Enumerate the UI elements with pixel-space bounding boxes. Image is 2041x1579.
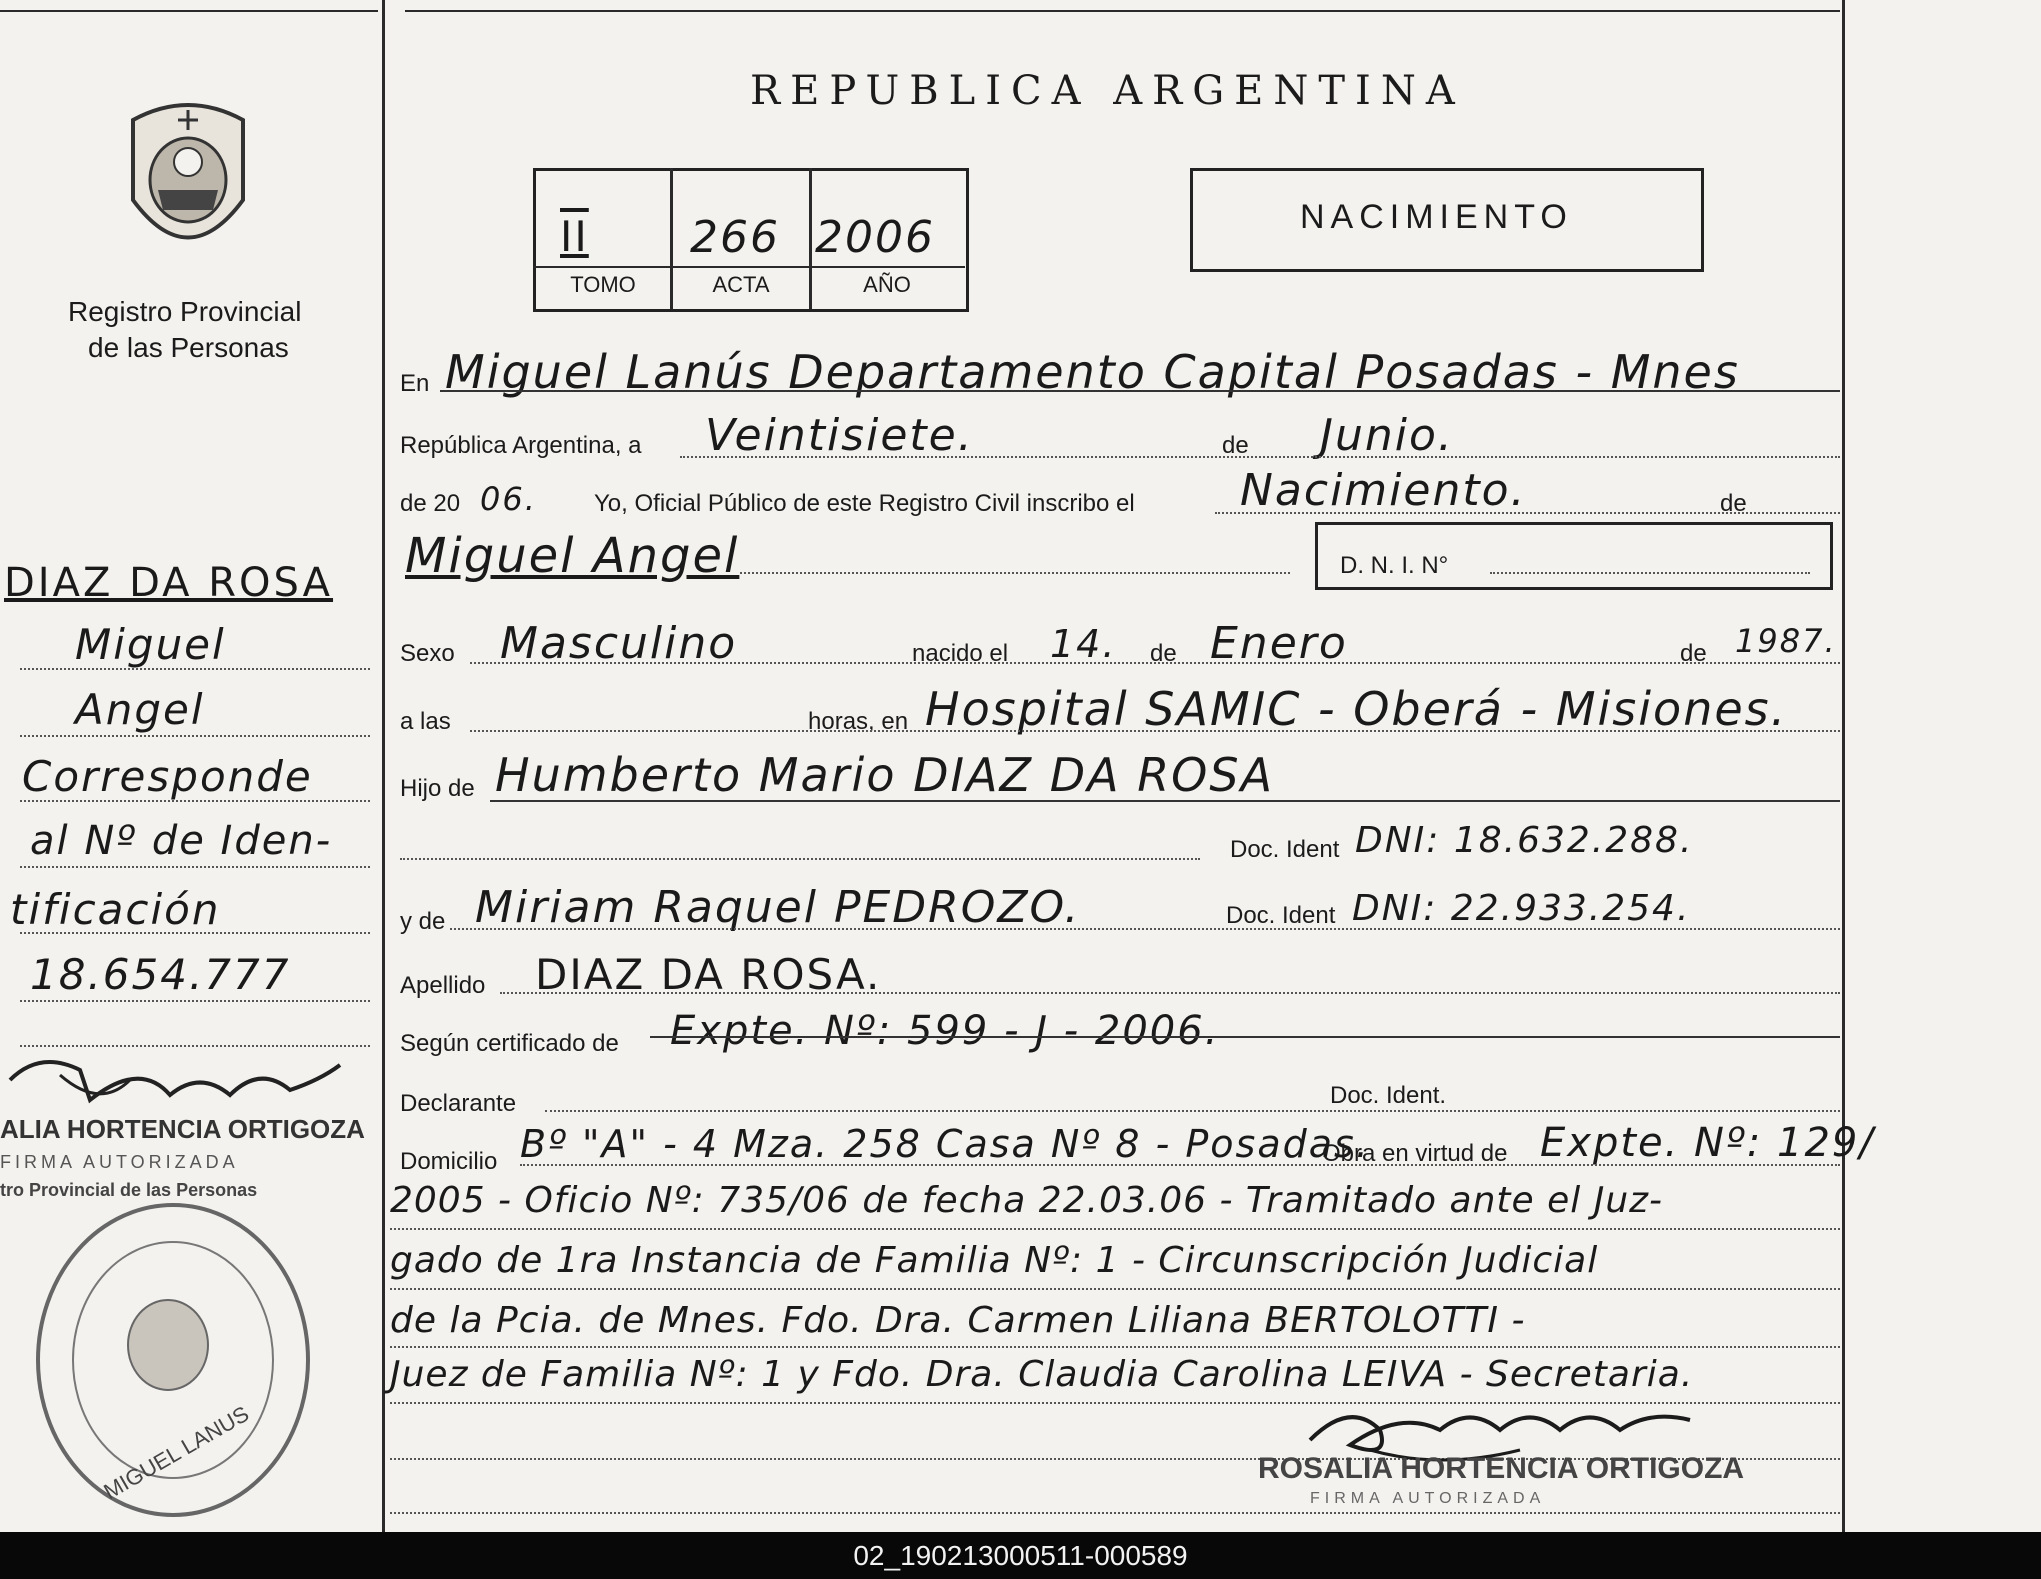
value-year: 06.	[480, 480, 537, 518]
label-de-birth-year: de	[1680, 640, 1707, 667]
margin-signer-org: tro Provincial de las Personas	[0, 1180, 258, 1200]
value-birth-day: 14.	[1050, 622, 1117, 666]
stamp-signer-name: ROSALIA HORTENCIA ORTIGOZA	[1258, 1452, 1745, 1485]
record-table-header-rule	[533, 266, 965, 268]
note-line-4: Juez de Familia Nº: 1 y Fdo. Dra. Claudia Carolina LEIVA - Secretaria.	[390, 1354, 1694, 1395]
tomo-value: II	[560, 212, 589, 261]
delegation-seal-icon	[28, 1195, 318, 1525]
value-birth-month: Enero	[1210, 618, 1348, 669]
label-dni: D. N. I. N°	[1340, 552, 1449, 579]
value-sexo: Masculino	[500, 618, 738, 669]
rule-note-2	[390, 1288, 1840, 1290]
label-hijo: Hijo de	[400, 775, 475, 802]
margin-rule-1	[20, 668, 370, 670]
label-de-name: de	[1720, 490, 1747, 517]
label-mother-doc: Doc. Ident	[1226, 902, 1336, 929]
label-nacido: nacido el	[912, 640, 1009, 667]
value-month: Junio.	[1320, 410, 1454, 461]
ano-header: AÑO	[863, 272, 911, 297]
margin-rule-2	[20, 735, 370, 737]
rule-dni	[1490, 572, 1810, 574]
label-declarante-doc: Doc. Ident.	[1330, 1082, 1447, 1109]
border-top-left	[0, 10, 378, 12]
margin-signer-role: FIRMA AUTORIZADA	[0, 1152, 239, 1172]
rule-mother	[450, 928, 1840, 930]
margin-line-6: 18.654.777	[30, 950, 291, 999]
value-apellido: DIAZ DA ROSA.	[535, 950, 882, 999]
label-father-doc: Doc. Ident	[1230, 836, 1340, 863]
label-republica: República Argentina, a	[400, 432, 642, 459]
margin-rule-4	[20, 866, 370, 868]
divider-left-column	[382, 0, 385, 1532]
label-inscribo: Yo, Oficial Público de este Registro Civil inscribo el	[594, 490, 1135, 517]
rule-hijo	[490, 800, 1840, 802]
country-title: REPUBLICA ARGENTINA	[750, 68, 1465, 114]
ano-value: 2006	[815, 212, 935, 263]
note-line-3: de la Pcia. de Mnes. Fdo. Dra. Carmen Liliana BERTOLOTTI -	[390, 1300, 1526, 1341]
value-obra: Expte. Nº: 129/	[1540, 1120, 1875, 1166]
label-de-month: de	[1222, 432, 1249, 459]
seal-center-text: MIGUEL LANUS	[99, 1400, 254, 1505]
label-mother: y de	[400, 908, 446, 935]
label-sexo: Sexo	[400, 640, 455, 667]
acta-value: 266	[690, 212, 780, 263]
value-locality: Miguel Lanús Departamento Capital Posadas - Mnes	[445, 345, 1740, 399]
rule-domicilio	[520, 1164, 1840, 1166]
note-line-2: gado de 1ra Instancia de Familia Nº: 1 - Circunscripción Judicial	[390, 1240, 1599, 1281]
margin-rule-3	[20, 800, 370, 802]
margin-signer-name: ALIA HORTENCIA ORTIGOZA	[0, 1114, 365, 1144]
tomo-header: TOMO	[570, 272, 636, 297]
label-alas: a las	[400, 708, 451, 735]
label-domicilio: Domicilio	[400, 1148, 498, 1175]
value-mother: Miriam Raquel PEDROZO.	[475, 882, 1081, 933]
margin-rule-5	[20, 932, 370, 934]
label-declarante: Declarante	[400, 1090, 517, 1117]
note-line-1: 2005 - Oficio Nº: 735/06 de fecha 22.03.06 - Tramitado ante el Juz-	[390, 1180, 1664, 1221]
acta-header: ACTA	[712, 272, 770, 297]
file-id-footer: 02_190213000511-000589	[0, 1532, 2041, 1579]
margin-line-2: Angel	[75, 685, 205, 734]
label-de-birth-month: de	[1150, 640, 1177, 667]
value-father-doc: DNI: 18.632.288.	[1355, 820, 1694, 861]
margin-line-1: Miguel	[75, 620, 226, 669]
rule-sexo	[470, 662, 1840, 664]
registry-name-line2: de las Personas	[88, 332, 289, 363]
stamp-signer-role: FIRMA AUTORIZADA	[1310, 1490, 1546, 1507]
record-type: NACIMIENTO	[1300, 198, 1573, 236]
margin-line-3: Corresponde	[22, 752, 313, 801]
rule-en	[440, 390, 1840, 392]
rule-alas	[470, 730, 1840, 732]
margin-line-5: tificación	[10, 885, 221, 934]
value-act-type: Nacimiento.	[1240, 465, 1527, 516]
rule-republica	[680, 456, 1840, 458]
rule-note-1	[390, 1228, 1840, 1230]
rule-declarante	[545, 1110, 1840, 1112]
rule-apellido	[500, 992, 1840, 994]
rule-year	[1215, 512, 1840, 514]
border-right	[1842, 0, 1845, 1532]
margin-line-4: al Nº de Iden-	[30, 818, 333, 864]
rule-name	[740, 572, 1290, 574]
label-segun: Según certificado de	[400, 1030, 619, 1057]
value-domicilio: Bº "A" - 4 Mza. 258 Casa Nº 8 - Posadas.	[520, 1122, 1370, 1166]
rule-note-3	[390, 1346, 1840, 1348]
border-top-right	[405, 10, 1840, 12]
registry-name-line1: Registro Provincial	[68, 296, 302, 327]
value-birth-year: 1987.	[1735, 622, 1837, 660]
margin-rule-6	[20, 1000, 370, 1002]
value-day: Veintisiete.	[705, 410, 974, 461]
rule-segun	[650, 1036, 1840, 1038]
label-apellido: Apellido	[400, 972, 486, 999]
value-mother-doc: DNI: 22.933.254.	[1352, 888, 1691, 929]
label-obra: Obra en virtud de	[1322, 1140, 1508, 1167]
rule-father-blank	[400, 858, 1200, 860]
label-year-prefix: de 20	[400, 490, 461, 517]
rule-note-6	[390, 1512, 1840, 1514]
label-horas: horas, en	[808, 708, 909, 735]
value-birth-place: Hospital SAMIC - Oberá - Misiones.	[925, 682, 1788, 736]
value-given-names: Miguel Angel	[405, 528, 740, 584]
province-emblem-icon	[118, 100, 258, 260]
value-segun: Expte. Nº: 599 - J - 2006.	[670, 1008, 1220, 1054]
margin-surname: DIAZ DA ROSA	[4, 560, 334, 606]
value-father: Humberto Mario DIAZ DA ROSA	[495, 748, 1275, 802]
label-en: En	[400, 370, 430, 397]
